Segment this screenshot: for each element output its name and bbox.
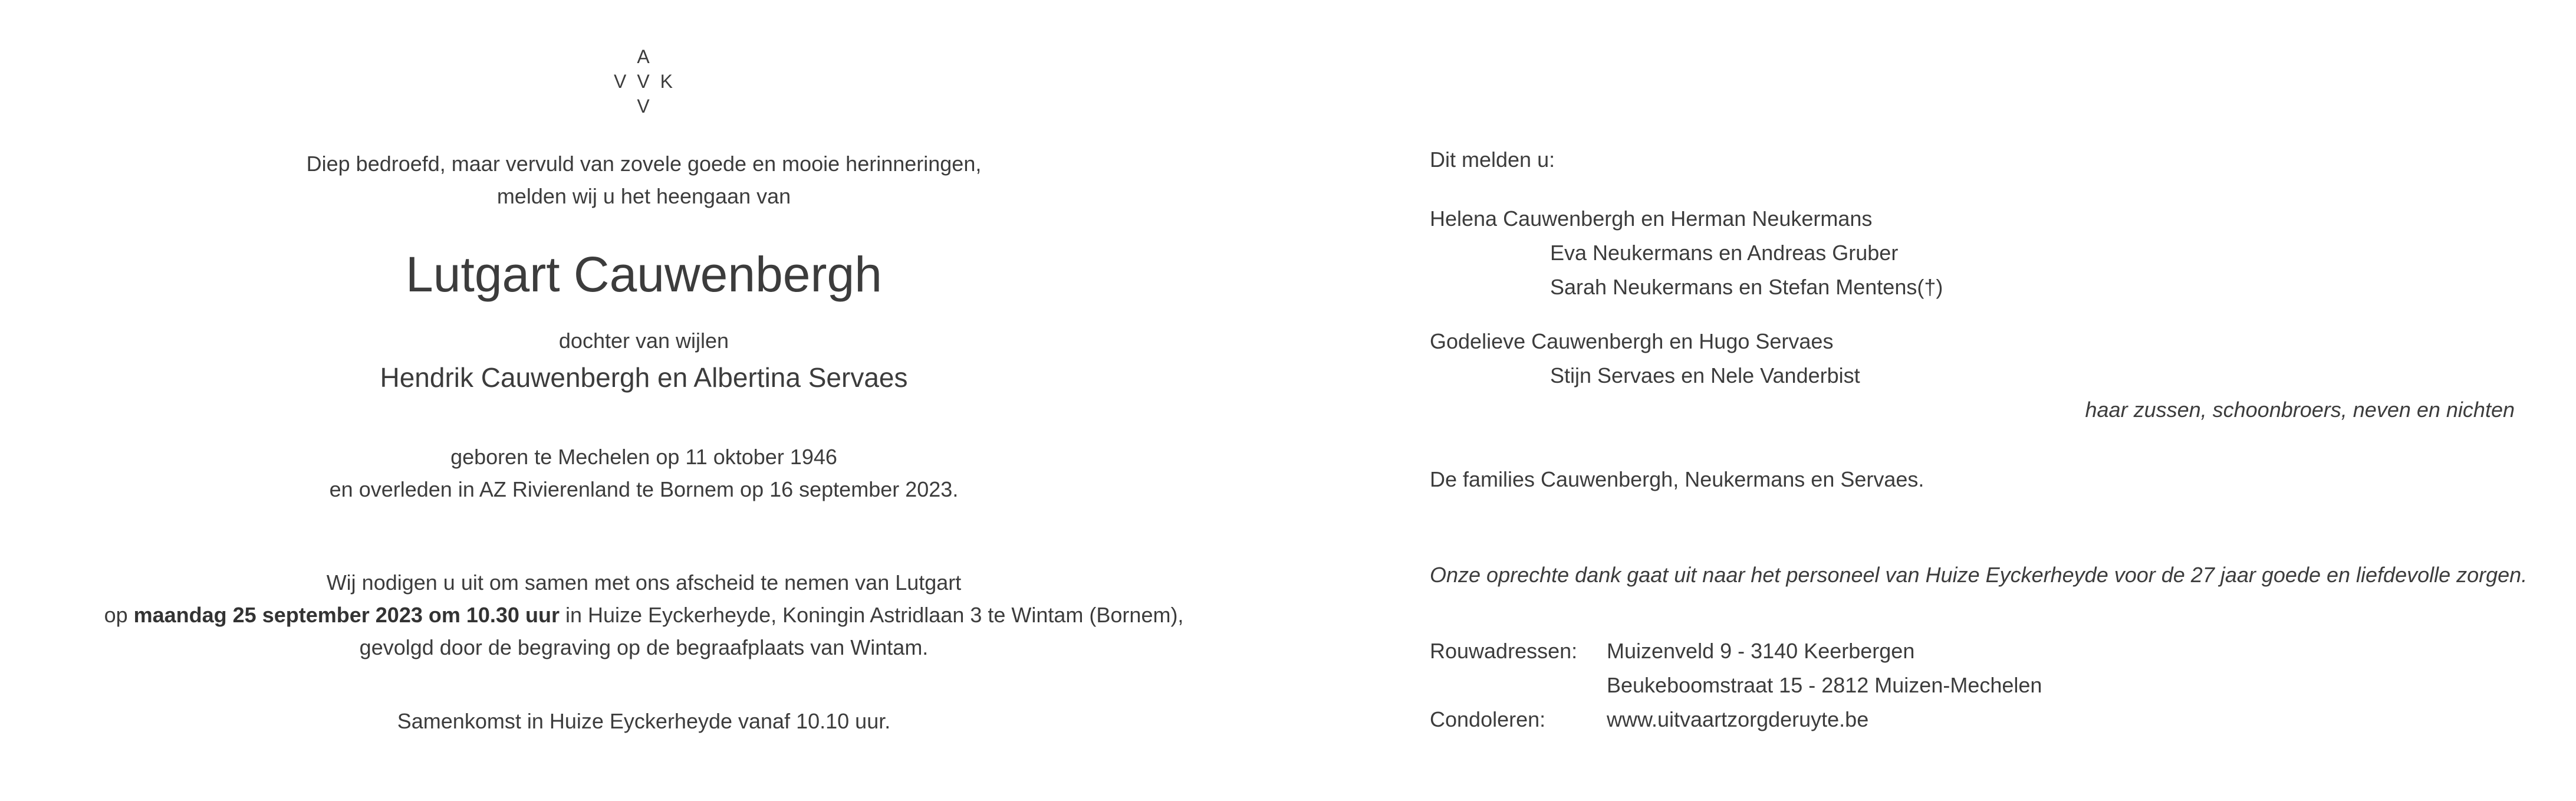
ornament-top: A xyxy=(637,46,651,67)
address-1: Muizenveld 9 - 3140 Keerbergen xyxy=(1607,639,1915,663)
ceremony-line-1: Wij nodigen u uit om samen met ons afscheid te nemen van Lutgart xyxy=(326,570,962,595)
birth-line: geboren te Mechelen op 11 oktober 1946 xyxy=(450,445,837,469)
condolences-label: Condoleren: xyxy=(1430,707,1546,731)
ceremony-invitation xyxy=(0,566,1288,664)
deceased-name: Lutgart Cauwenbergh xyxy=(406,247,882,302)
ceremony-location: in Huize Eyckerheyde, Koningin Astridlaan 3 te Wintam (Bornem), xyxy=(559,603,1184,627)
intro-line-2: melden wij u het heengaan van xyxy=(496,184,791,208)
address-2: Beukeboomstraat 15 - 2812 Muizen-Mechelen xyxy=(1607,673,2042,697)
death-line: en overleden in AZ Rivierenland te Bornem op 16 september 2023. xyxy=(329,477,959,501)
family2-child-1: Stijn Servaes en Nele Vanderbist xyxy=(1550,363,1860,388)
life-dates xyxy=(0,441,1288,505)
family1-child-2: Sarah Neukermans en Stefan Mentens(†) xyxy=(1550,275,1943,299)
ornament-middle-row xyxy=(0,69,1288,94)
ornament-bottom: V xyxy=(637,96,651,117)
gathering-text: Samenkomst in Huize Eyckerheyde vanaf 10.10 uur. xyxy=(397,709,891,733)
families-text: De families Cauwenbergh, Neukermans en Servaes. xyxy=(1430,467,1924,491)
ornament-center: V xyxy=(637,71,651,92)
family2-main: Godelieve Cauwenbergh en Hugo Servaes xyxy=(1430,329,1834,353)
condolences-website-link[interactable]: www.uitvaartzorgderuyte.be xyxy=(1607,707,1869,731)
parents-label: dochter van wijlen xyxy=(558,329,729,353)
ornament-left: V xyxy=(613,71,628,92)
relation-text: haar zussen, schoonbroers, neven en nichten xyxy=(2085,398,2515,422)
family1-main: Helena Cauwenbergh en Herman Neukermans xyxy=(1430,206,1873,231)
thanks-text: Onze oprechte dank gaat uit naar het personeel van Huize Eyckerheyde voor de 27 jaar goede en liefdevolle zorgen. xyxy=(1430,563,2528,587)
family1-child-1: Eva Neukermans en Andreas Gruber xyxy=(1550,241,1899,265)
cross-ornament xyxy=(0,44,1288,119)
parents-names: Hendrik Cauwenbergh en Albertina Servaes xyxy=(380,362,908,393)
ceremony-line-3: gevolgd door de begraving op de begraafplaats van Wintam. xyxy=(359,635,929,659)
announcers-heading: Dit melden u: xyxy=(1430,147,1555,172)
addresses-label: Rouwadressen: xyxy=(1430,639,1578,663)
intro-text xyxy=(0,147,1288,212)
ceremony-line-2 xyxy=(0,599,1288,631)
ceremony-datetime: maandag 25 september 2023 om 10.30 uur xyxy=(133,603,560,627)
ceremony-prefix: op xyxy=(104,603,134,627)
intro-line-1: Diep bedroefd, maar vervuld van zovele goede en mooie herinneringen, xyxy=(306,152,982,176)
ornament-right: K xyxy=(660,71,675,92)
